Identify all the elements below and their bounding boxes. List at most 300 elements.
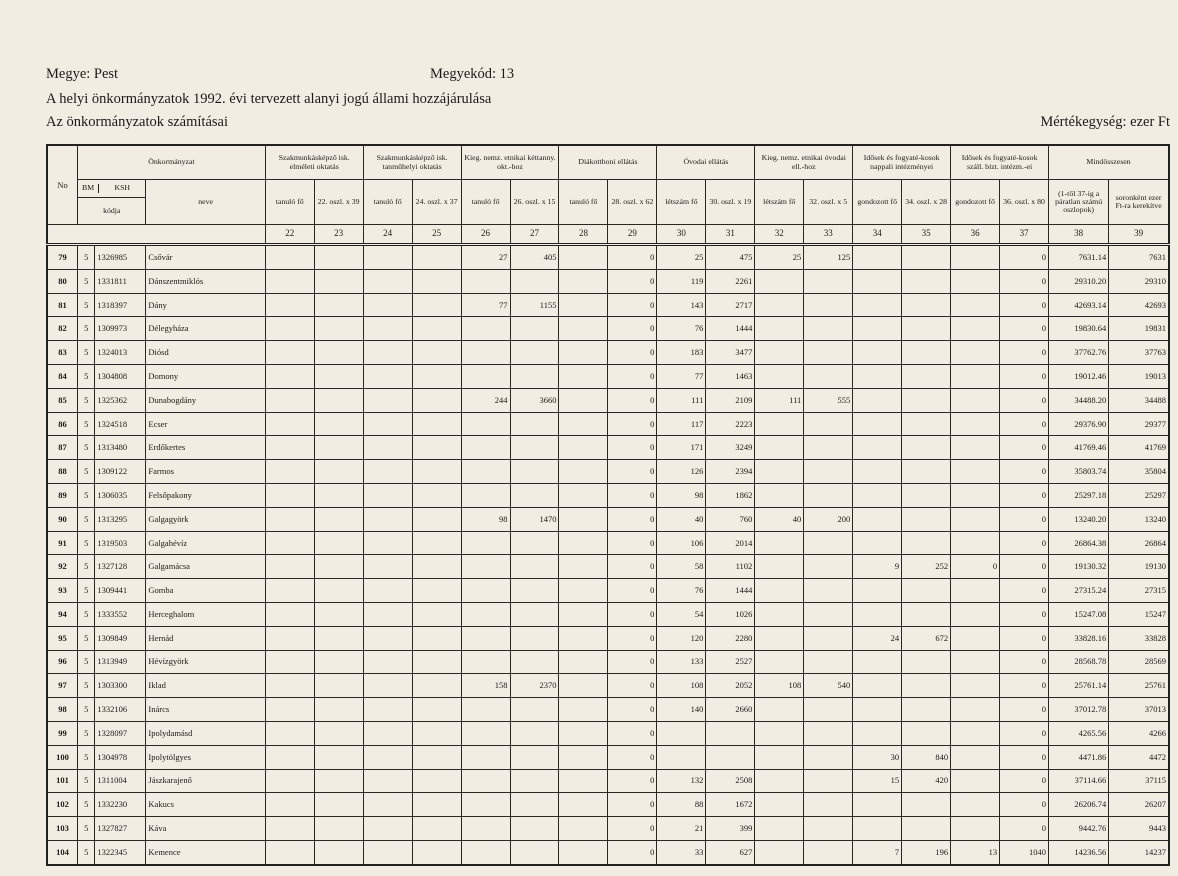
sub-header: 30. oszl. x 19: [706, 180, 755, 225]
value-cell-39: 13240: [1109, 507, 1169, 531]
value-cell-28: [559, 769, 608, 793]
value-cell-31: 2052: [706, 674, 755, 698]
value-cell-22: [265, 674, 314, 698]
value-cell-28: [559, 293, 608, 317]
value-cell-35: 252: [902, 555, 951, 579]
value-cell-27: [510, 579, 559, 603]
row-number-cell: 81: [47, 293, 78, 317]
value-cell-28: [559, 341, 608, 365]
value-cell-36: [951, 602, 1000, 626]
col-number: 23: [314, 225, 363, 245]
value-cell-36: [951, 531, 1000, 555]
value-cell-32: [755, 769, 804, 793]
value-cell-37: 0: [1000, 817, 1049, 841]
value-cell-37: 0: [1000, 269, 1049, 293]
value-cell-38: 28568.78: [1049, 650, 1109, 674]
value-cell-35: [902, 460, 951, 484]
group-header: Diákotthoni ellátás: [559, 145, 657, 180]
sub-header: tanuló fő: [265, 180, 314, 225]
value-cell-24: [363, 245, 412, 270]
row-number-cell: 101: [47, 769, 78, 793]
sub-header: létszám fő: [657, 180, 706, 225]
value-cell-24: [363, 269, 412, 293]
bm-code-cell: 5: [78, 721, 95, 745]
value-cell-24: [363, 388, 412, 412]
value-cell-30: 171: [657, 436, 706, 460]
value-cell-31: 475: [706, 245, 755, 270]
value-cell-30: 25: [657, 245, 706, 270]
value-cell-36: [951, 412, 1000, 436]
value-cell-23: [314, 293, 363, 317]
value-cell-30: 108: [657, 674, 706, 698]
value-cell-28: [559, 793, 608, 817]
value-cell-38: 14236.56: [1049, 840, 1109, 864]
table-row: [47, 626, 1169, 650]
value-cell-35: [902, 721, 951, 745]
row-number-cell: 104: [47, 840, 78, 864]
row-number-cell: 98: [47, 698, 78, 722]
value-cell-27: [510, 602, 559, 626]
col-number: 30: [657, 225, 706, 245]
value-cell-38: 19130.32: [1049, 555, 1109, 579]
value-cell-37: 0: [1000, 626, 1049, 650]
value-cell-30: 77: [657, 364, 706, 388]
municipality-name-cell: Ipolytölgyes: [146, 745, 265, 769]
value-cell-35: [902, 412, 951, 436]
value-cell-31: 2508: [706, 769, 755, 793]
value-cell-25: [412, 269, 461, 293]
value-cell-22: [265, 507, 314, 531]
value-cell-39: 29377: [1109, 412, 1169, 436]
value-cell-25: [412, 245, 461, 270]
value-cell-24: [363, 602, 412, 626]
ksh-code-cell: 1306035: [95, 483, 146, 507]
ksh-code-cell: 1318397: [95, 293, 146, 317]
value-cell-29: 0: [608, 317, 657, 341]
value-cell-35: [902, 650, 951, 674]
value-cell-26: 98: [461, 507, 510, 531]
value-cell-30: 140: [657, 698, 706, 722]
value-cell-37: 0: [1000, 555, 1049, 579]
value-cell-32: [755, 460, 804, 484]
value-cell-31: 1102: [706, 555, 755, 579]
value-cell-37: 0: [1000, 364, 1049, 388]
value-cell-26: [461, 650, 510, 674]
value-cell-22: [265, 793, 314, 817]
value-cell-26: [461, 412, 510, 436]
value-cell-36: [951, 674, 1000, 698]
value-cell-25: [412, 579, 461, 603]
table-row: [47, 317, 1169, 341]
value-cell-33: [804, 769, 853, 793]
value-cell-32: [755, 721, 804, 745]
value-cell-32: [755, 698, 804, 722]
document-subtitle: Az önkormányzatok számításai: [46, 114, 228, 130]
value-cell-22: [265, 483, 314, 507]
value-cell-29: 0: [608, 460, 657, 484]
value-cell-28: [559, 483, 608, 507]
value-cell-26: 158: [461, 674, 510, 698]
table-row: [47, 721, 1169, 745]
bm-code-cell: 5: [78, 602, 95, 626]
value-cell-29: 0: [608, 507, 657, 531]
value-cell-36: [951, 793, 1000, 817]
value-cell-30: 33: [657, 840, 706, 864]
value-cell-37: 0: [1000, 317, 1049, 341]
value-cell-31: 2223: [706, 412, 755, 436]
value-cell-25: [412, 293, 461, 317]
value-cell-26: 77: [461, 293, 510, 317]
value-cell-29: 0: [608, 293, 657, 317]
bm-header: BM: [78, 184, 99, 192]
value-cell-26: [461, 721, 510, 745]
value-cell-28: [559, 507, 608, 531]
table-row: [47, 341, 1169, 365]
value-cell-27: [510, 817, 559, 841]
value-cell-33: [804, 555, 853, 579]
code-header: [78, 180, 146, 225]
value-cell-30: 40: [657, 507, 706, 531]
value-cell-30: 183: [657, 341, 706, 365]
bm-code-cell: 5: [78, 626, 95, 650]
value-cell-26: [461, 626, 510, 650]
value-cell-24: [363, 531, 412, 555]
value-cell-34: [853, 388, 902, 412]
value-cell-27: 1155: [510, 293, 559, 317]
value-cell-31: [706, 721, 755, 745]
value-cell-23: [314, 769, 363, 793]
municipality-name-cell: Diósd: [146, 341, 265, 365]
value-cell-29: 0: [608, 745, 657, 769]
value-cell-27: [510, 793, 559, 817]
value-cell-31: 2660: [706, 698, 755, 722]
bm-code-cell: 5: [78, 460, 95, 484]
row-number-cell: 82: [47, 317, 78, 341]
value-cell-29: 0: [608, 388, 657, 412]
sub-header: soronként ezer Ft-ra kerekítve: [1109, 180, 1169, 225]
value-cell-35: [902, 698, 951, 722]
value-cell-35: 840: [902, 745, 951, 769]
value-cell-28: [559, 674, 608, 698]
value-cell-39: 37763: [1109, 341, 1169, 365]
value-cell-34: [853, 412, 902, 436]
value-cell-39: 19130: [1109, 555, 1169, 579]
municipality-name-cell: Kakucs: [146, 793, 265, 817]
bm-code-cell: 5: [78, 745, 95, 769]
row-number-cell: 86: [47, 412, 78, 436]
value-cell-28: [559, 721, 608, 745]
sub-header: gondozott fő: [853, 180, 902, 225]
value-cell-35: [902, 293, 951, 317]
col-number: 26: [461, 225, 510, 245]
value-cell-37: 0: [1000, 293, 1049, 317]
value-cell-32: [755, 531, 804, 555]
value-cell-22: [265, 388, 314, 412]
value-cell-33: [804, 745, 853, 769]
value-cell-27: [510, 531, 559, 555]
ksh-code-cell: 1313949: [95, 650, 146, 674]
municipality-name-cell: Herceghalom: [146, 602, 265, 626]
value-cell-25: [412, 412, 461, 436]
value-cell-30: 98: [657, 483, 706, 507]
value-cell-31: 1444: [706, 579, 755, 603]
value-cell-35: [902, 388, 951, 412]
value-cell-39: 27315: [1109, 579, 1169, 603]
col-number: 31: [706, 225, 755, 245]
col-number: 28: [559, 225, 608, 245]
sub-header: 22. oszl. x 39: [314, 180, 363, 225]
value-cell-27: 1470: [510, 507, 559, 531]
group-header: Kieg. nemz. etnikai kéttanny. okt.-hoz: [461, 145, 559, 180]
value-cell-34: [853, 602, 902, 626]
value-cell-39: 37013: [1109, 698, 1169, 722]
table-row: [47, 531, 1169, 555]
ksh-code-cell: 1319503: [95, 531, 146, 555]
bm-code-cell: 5: [78, 388, 95, 412]
value-cell-31: 1444: [706, 317, 755, 341]
row-number-cell: 84: [47, 364, 78, 388]
value-cell-23: [314, 817, 363, 841]
value-cell-32: [755, 817, 804, 841]
value-cell-33: [804, 650, 853, 674]
table-row: [47, 793, 1169, 817]
value-cell-28: [559, 412, 608, 436]
value-cell-38: 37012.78: [1049, 698, 1109, 722]
value-cell-22: [265, 555, 314, 579]
value-cell-36: [951, 245, 1000, 270]
table-row: [47, 745, 1169, 769]
value-cell-36: [951, 269, 1000, 293]
value-cell-28: [559, 436, 608, 460]
table-row: [47, 698, 1169, 722]
value-cell-26: [461, 698, 510, 722]
group-header: Óvodai ellátás: [657, 145, 755, 180]
value-cell-27: [510, 650, 559, 674]
value-cell-31: 2014: [706, 531, 755, 555]
value-cell-22: [265, 745, 314, 769]
value-cell-33: 540: [804, 674, 853, 698]
value-cell-23: [314, 840, 363, 864]
table-row: [47, 602, 1169, 626]
value-cell-32: [755, 579, 804, 603]
value-cell-26: [461, 531, 510, 555]
value-cell-36: [951, 341, 1000, 365]
table-row: [47, 460, 1169, 484]
value-cell-33: [804, 698, 853, 722]
bm-code-cell: 5: [78, 531, 95, 555]
value-cell-38: 26864.38: [1049, 531, 1109, 555]
value-cell-29: 0: [608, 531, 657, 555]
unit-label: Mértékegység: ezer Ft: [1040, 114, 1170, 130]
value-cell-22: [265, 460, 314, 484]
value-cell-24: [363, 483, 412, 507]
ksh-code-cell: 1327128: [95, 555, 146, 579]
value-cell-37: 0: [1000, 507, 1049, 531]
value-cell-27: [510, 769, 559, 793]
value-cell-30: [657, 721, 706, 745]
value-cell-36: [951, 388, 1000, 412]
municipality-name-cell: Hévízgyörk: [146, 650, 265, 674]
value-cell-24: [363, 698, 412, 722]
ksh-code-cell: 1324518: [95, 412, 146, 436]
municipality-name-cell: Ecser: [146, 412, 265, 436]
value-cell-31: 2394: [706, 460, 755, 484]
value-cell-38: 13240.20: [1049, 507, 1109, 531]
value-cell-30: 133: [657, 650, 706, 674]
value-cell-37: 0: [1000, 388, 1049, 412]
value-cell-25: [412, 769, 461, 793]
value-cell-23: [314, 460, 363, 484]
value-cell-27: [510, 460, 559, 484]
ksh-code-cell: 1309973: [95, 317, 146, 341]
value-cell-37: 0: [1000, 412, 1049, 436]
col-number: 22: [265, 225, 314, 245]
value-cell-26: [461, 817, 510, 841]
value-cell-32: [755, 269, 804, 293]
value-cell-36: [951, 364, 1000, 388]
value-cell-30: 111: [657, 388, 706, 412]
row-number-cell: 94: [47, 602, 78, 626]
bm-code-cell: 5: [78, 674, 95, 698]
value-cell-38: 27315.24: [1049, 579, 1109, 603]
value-cell-28: [559, 460, 608, 484]
value-cell-39: 26864: [1109, 531, 1169, 555]
value-cell-39: 28569: [1109, 650, 1169, 674]
bm-code-cell: 5: [78, 364, 95, 388]
value-cell-24: [363, 579, 412, 603]
table-row: [47, 817, 1169, 841]
value-cell-29: 0: [608, 721, 657, 745]
value-cell-31: 2717: [706, 293, 755, 317]
municipality-name-cell: Domony: [146, 364, 265, 388]
value-cell-37: 0: [1000, 245, 1049, 270]
value-cell-36: [951, 817, 1000, 841]
value-cell-30: 21: [657, 817, 706, 841]
value-cell-27: 2370: [510, 674, 559, 698]
value-cell-34: [853, 793, 902, 817]
value-cell-25: [412, 555, 461, 579]
value-cell-29: 0: [608, 602, 657, 626]
value-cell-25: [412, 531, 461, 555]
ksh-code-cell: 1331811: [95, 269, 146, 293]
value-cell-30: 117: [657, 412, 706, 436]
value-cell-37: 0: [1000, 650, 1049, 674]
value-cell-37: 1040: [1000, 840, 1049, 864]
value-cell-32: [755, 293, 804, 317]
ksh-code-cell: 1332106: [95, 698, 146, 722]
value-cell-38: 4471.86: [1049, 745, 1109, 769]
ksh-code-cell: 1325362: [95, 388, 146, 412]
value-cell-36: [951, 721, 1000, 745]
value-cell-29: 0: [608, 436, 657, 460]
table-row: [47, 507, 1169, 531]
value-cell-30: 126: [657, 460, 706, 484]
value-cell-31: 2261: [706, 269, 755, 293]
value-cell-27: [510, 698, 559, 722]
value-cell-38: 19012.46: [1049, 364, 1109, 388]
value-cell-39: 33828: [1109, 626, 1169, 650]
col-number: 38: [1049, 225, 1109, 245]
value-cell-24: [363, 293, 412, 317]
value-cell-28: [559, 602, 608, 626]
value-cell-23: [314, 579, 363, 603]
value-cell-23: [314, 436, 363, 460]
value-cell-28: [559, 698, 608, 722]
value-cell-26: [461, 364, 510, 388]
row-number-cell: 87: [47, 436, 78, 460]
value-cell-28: [559, 245, 608, 270]
table-row: [47, 769, 1169, 793]
value-cell-29: 0: [608, 674, 657, 698]
value-cell-33: 555: [804, 388, 853, 412]
value-cell-34: 24: [853, 626, 902, 650]
value-cell-27: 405: [510, 245, 559, 270]
table-row: [47, 245, 1169, 270]
value-cell-39: 15247: [1109, 602, 1169, 626]
value-cell-27: [510, 721, 559, 745]
value-cell-30: 106: [657, 531, 706, 555]
row-number-cell: 88: [47, 460, 78, 484]
value-cell-39: 7631: [1109, 245, 1169, 270]
value-cell-22: [265, 769, 314, 793]
value-cell-36: [951, 483, 1000, 507]
ksh-code-cell: 1328097: [95, 721, 146, 745]
name-header: neve: [146, 180, 265, 225]
group-header: Idősek és fogyaté-kosok száll. bizt. intézm.-ei: [951, 145, 1049, 180]
value-cell-32: 108: [755, 674, 804, 698]
value-cell-37: 0: [1000, 769, 1049, 793]
value-cell-22: [265, 650, 314, 674]
value-cell-33: [804, 626, 853, 650]
value-cell-36: [951, 626, 1000, 650]
ksh-code-cell: 1303300: [95, 674, 146, 698]
value-cell-31: 399: [706, 817, 755, 841]
value-cell-22: [265, 412, 314, 436]
value-cell-30: 76: [657, 579, 706, 603]
value-cell-36: [951, 579, 1000, 603]
value-cell-27: [510, 555, 559, 579]
value-cell-25: [412, 745, 461, 769]
value-cell-33: [804, 531, 853, 555]
value-cell-36: [951, 293, 1000, 317]
value-cell-30: 76: [657, 317, 706, 341]
value-cell-31: 2527: [706, 650, 755, 674]
value-cell-26: [461, 793, 510, 817]
value-cell-23: [314, 245, 363, 270]
ksh-code-cell: 1309122: [95, 460, 146, 484]
value-cell-31: 3477: [706, 341, 755, 365]
value-cell-22: [265, 840, 314, 864]
col-number: 36: [951, 225, 1000, 245]
value-cell-31: 2109: [706, 388, 755, 412]
value-cell-29: 0: [608, 245, 657, 270]
bm-code-cell: 5: [78, 840, 95, 864]
value-cell-38: 29376.90: [1049, 412, 1109, 436]
value-cell-32: [755, 555, 804, 579]
value-cell-34: 9: [853, 555, 902, 579]
bm-code-cell: 5: [78, 769, 95, 793]
value-cell-33: [804, 341, 853, 365]
value-cell-36: [951, 650, 1000, 674]
value-cell-35: [902, 602, 951, 626]
bm-code-cell: 5: [78, 817, 95, 841]
value-cell-39: 9443: [1109, 817, 1169, 841]
value-cell-36: 0: [951, 555, 1000, 579]
table-row: [47, 555, 1169, 579]
value-cell-31: 3249: [706, 436, 755, 460]
col-number: 33: [804, 225, 853, 245]
table-row: [47, 483, 1169, 507]
